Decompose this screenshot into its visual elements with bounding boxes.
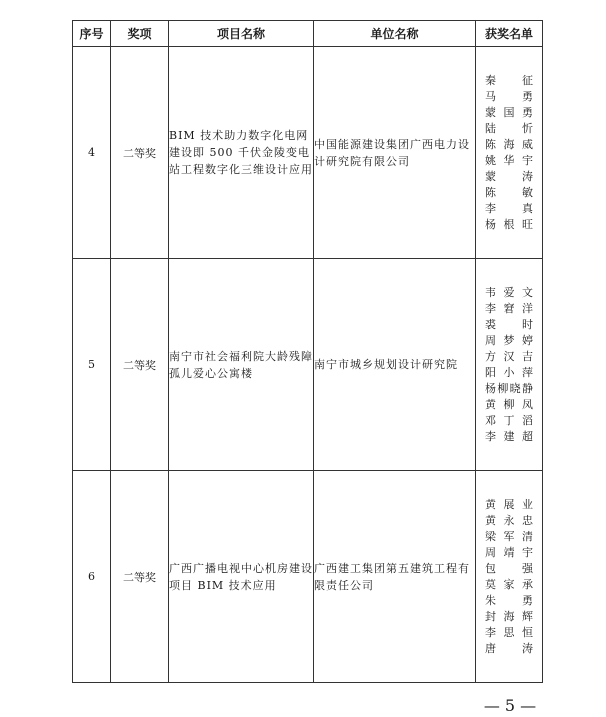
- winner-name: 陈 敏: [485, 185, 533, 199]
- winner-name: 黄柳凤: [485, 397, 533, 411]
- row-winners: [476, 259, 543, 471]
- table-row: [73, 471, 543, 683]
- winner-name: 韦爱文: [485, 285, 533, 299]
- winner-name: 陆 忻: [485, 121, 533, 135]
- winner-name: 马 勇: [485, 89, 533, 103]
- winner-name: 方汉吉: [485, 349, 533, 363]
- winner-name: 周梦婷: [485, 333, 533, 347]
- winner-name: 杨根旺: [485, 217, 533, 231]
- row-project: 南宁市社会福利院大龄残障孤儿爱心公寓楼: [169, 259, 314, 471]
- winner-name: 朱 勇: [485, 593, 533, 607]
- winner-name: 包 强: [485, 561, 533, 575]
- winner-name: 封海辉: [485, 609, 533, 623]
- winner-name: 姚华宇: [485, 153, 533, 167]
- awards-table: [72, 20, 543, 683]
- winner-name: 黄永忠: [485, 513, 533, 527]
- winner-name: 唐 涛: [485, 641, 533, 655]
- winner-name: 蒙 涛: [485, 169, 533, 183]
- winner-name: 杨柳晓静: [485, 381, 533, 395]
- table-row: [73, 259, 543, 471]
- row-unit: 南宁市城乡规划设计研究院: [314, 259, 476, 471]
- row-award: 二等奖: [111, 47, 169, 259]
- header-unit: 单位名称: [314, 21, 476, 47]
- winner-list: [485, 73, 533, 233]
- winner-name: 李建超: [485, 429, 533, 443]
- row-seq: 6: [73, 471, 111, 683]
- winner-list: [485, 285, 533, 445]
- row-unit: 广西建工集团第五建筑工程有限责任公司: [314, 471, 476, 683]
- row-winners: [476, 47, 543, 259]
- winner-name: 李思恒: [485, 625, 533, 639]
- winner-name: 莫家承: [485, 577, 533, 591]
- winner-name: 黄展业: [485, 497, 533, 511]
- row-project: 广西广播电视中心机房建设项目 BIM 技术应用: [169, 471, 314, 683]
- header-award: 奖项: [111, 21, 169, 47]
- header-winners: 获奖名单: [476, 21, 543, 47]
- winner-name: 陈海威: [485, 137, 533, 151]
- winner-name: 周靖宇: [485, 545, 533, 559]
- row-project: BIM 技术助力数字化电网建设即 500 千伏金陵变电站工程数字化三维设计应用: [169, 47, 314, 259]
- row-winners: [476, 471, 543, 683]
- page-number: — 5 —: [483, 696, 537, 715]
- winner-name: 李 真: [485, 201, 533, 215]
- row-seq: 5: [73, 259, 111, 471]
- header-project: 项目名称: [169, 21, 314, 47]
- winner-list: [485, 497, 533, 657]
- winner-name: 梁军清: [485, 529, 533, 543]
- header-seq: 序号: [73, 21, 111, 47]
- table-row: [73, 47, 543, 259]
- row-seq: 4: [73, 47, 111, 259]
- winner-name: 秦 征: [485, 73, 533, 87]
- row-award: 二等奖: [111, 471, 169, 683]
- row-unit: 中国能源建设集团广西电力设计研究院有限公司: [314, 47, 476, 259]
- winner-name: 裘 时: [485, 317, 533, 331]
- winner-name: 邓丁滔: [485, 413, 533, 427]
- winner-name: 蒙国勇: [485, 105, 533, 119]
- winner-name: 李窘洋: [485, 301, 533, 315]
- table-header-row: [73, 21, 543, 47]
- row-award: 二等奖: [111, 259, 169, 471]
- winner-name: 阳小萍: [485, 365, 533, 379]
